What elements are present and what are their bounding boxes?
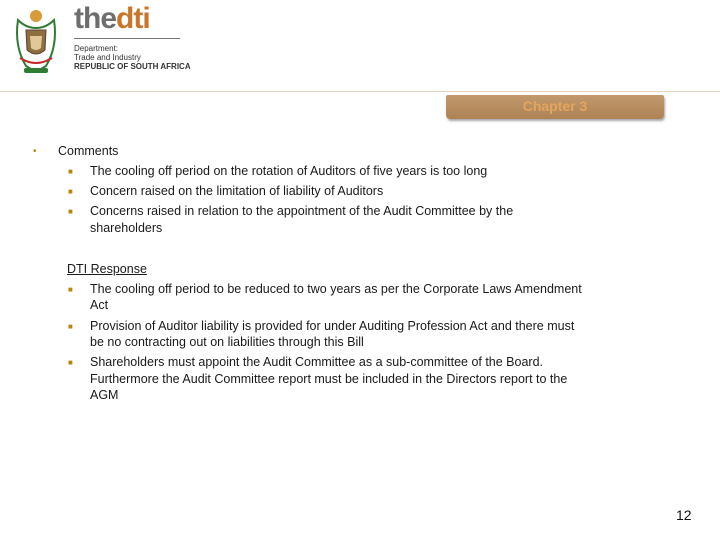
square-bullet-icon: ■	[68, 187, 73, 196]
dept-line-1: Department:	[74, 44, 119, 53]
response-item-3-line-1: Shareholders must appoint the Audit Committee as a sub-committee of the Board.	[90, 355, 544, 369]
comment-item-1-line-1: The cooling off period on the rotation of Auditors of five years is too long	[90, 164, 488, 178]
square-bullet-icon: ■	[68, 322, 73, 331]
response-heading: DTI Response	[67, 262, 147, 276]
dept-line-3: REPUBLIC OF SOUTH AFRICA	[74, 62, 191, 71]
brand-the-text: the	[74, 2, 116, 35]
square-bullet-icon: ■	[68, 285, 73, 294]
comment-item-2-line-1: Concern raised on the limitation of liability of Auditors	[90, 184, 384, 198]
response-item-2-line-2: be no contracting out on liabilities through this Bill	[90, 335, 364, 349]
response-item-1-line-1: The cooling off period to be reduced to two years as per the Corporate Laws Amendment	[90, 282, 582, 296]
comment-item-3-line-1: Concerns raised in relation to the appointment of the Audit Committee by the	[90, 204, 514, 218]
brand-dti-text: dti	[116, 2, 150, 35]
square-bullet-icon: ■	[68, 207, 73, 216]
response-item-2-line-1: Provision of Auditor liability is provided for under Auditing Profession Act and there must	[90, 319, 575, 333]
response-item-3-line-2: Furthermore the Audit Committee report must be included in the Directors report to the	[90, 372, 568, 386]
chapter-tab	[446, 95, 664, 119]
brand-divider	[74, 38, 180, 39]
slide-header	[0, 0, 720, 88]
comments-heading: Comments	[58, 144, 119, 158]
bullet-icon: •	[33, 146, 37, 157]
square-bullet-icon: ■	[68, 167, 73, 176]
response-item-3-line-3: AGM	[90, 388, 119, 402]
square-bullet-icon: ■	[68, 358, 73, 367]
header-divider	[0, 91, 720, 92]
response-item-1-line-2: Act	[90, 298, 109, 312]
page-number: 12	[676, 507, 692, 523]
comment-item-3-line-2: shareholders	[90, 221, 163, 235]
dept-line-2: Trade and Industry	[74, 53, 141, 62]
chapter-title: Chapter 3	[522, 98, 588, 114]
coat-of-arms-logo	[10, 6, 62, 78]
